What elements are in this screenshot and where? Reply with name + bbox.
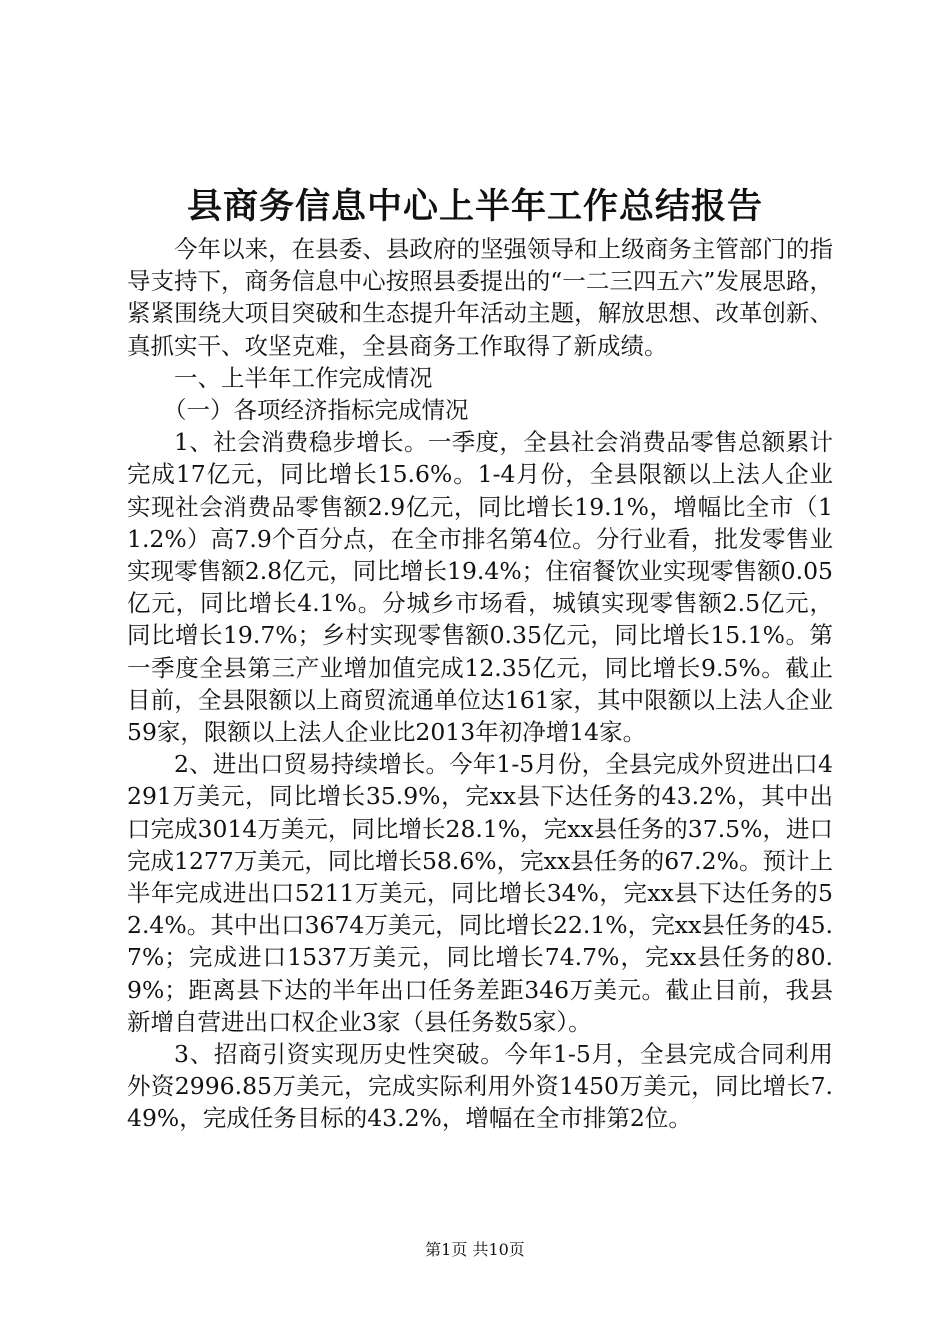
document-body (127, 233, 833, 1135)
trade-paragraph: 2、进出口贸易持续增长。今年1-5月份，全县完成外贸进出口4291万美元，同比增长35.9%，完xx县下达任务的43.2%，其中出口完成3014万美元，同比增长28.1%，完xx县任务的37.5%，进口完成1277万美元，同比增长58.6%，完xx县任务的67.2%。预计上半年完成进出口5211万美元，同比增长34%，完xx县下达任务的52.4%。其中出口3674万美元，同比增长22.1%，完xx县任务的45.7%；完成进口1537万美元，同比增长74.7%，完xx县任务的80.9%；距离县下达的半年出口任务差距346万美元。截止目前，我县新增自营进出口权企业3家（县任务数5家）。 (127, 750, 833, 1036)
consumption-paragraph: 1、社会消费稳步增长。一季度，全县社会消费品零售总额累计完成17亿元，同比增长15.6%。1-4月份，全县限额以上法人企业实现社会消费品零售额2.9亿元，同比增长19.1%，增幅比全市（11.2%）高7.9个百分点，在全市排名第4位。分行业看，批发零售业实现零售额2.8亿元，同比增长19.4%；住宿餐饮业实现零售额0.05亿元，同比增长4.1%。分城乡市场看，城镇实现零售额2.5亿元，同比增长19.7%；乡村实现零售额0.35亿元，同比增长15.1%。第一季度全县第三产业增加值完成12.35亿元，同比增长9.5%。截止目前，全县限额以上商贸流通单位达161家，其中限额以上法人企业59家，限额以上法人企业比2013年初净增14家。 (127, 428, 833, 747)
document-title: 县商务信息中心上半年工作总结报告 (186, 187, 763, 227)
section-heading: 一、上半年工作完成情况 (174, 363, 433, 392)
subsection-heading: （一）各项经济指标完成情况 (163, 396, 469, 425)
investment-paragraph: 3、招商引资实现历史性突破。今年1-5月，全县完成合同利用外资2996.85万美元，完成实际利用外资1450万美元，同比增长7.49%，完成任务目标的43.2%，增幅在全市排第2位。 (127, 1040, 833, 1133)
page-number: 第1页 共10页 (425, 1240, 525, 1259)
intro-paragraph: 今年以来，在县委、县政府的坚强领导和上级商务主管部门的指导支持下，商务信息中心按照县委提出的“一二三四五六”发展思路，紧紧围绕大项目突破和生态提升年活动主题，解放思想、改革创新、真抓实干、攻坚克难，全县商务工作取得了新成绩。 (127, 235, 833, 360)
